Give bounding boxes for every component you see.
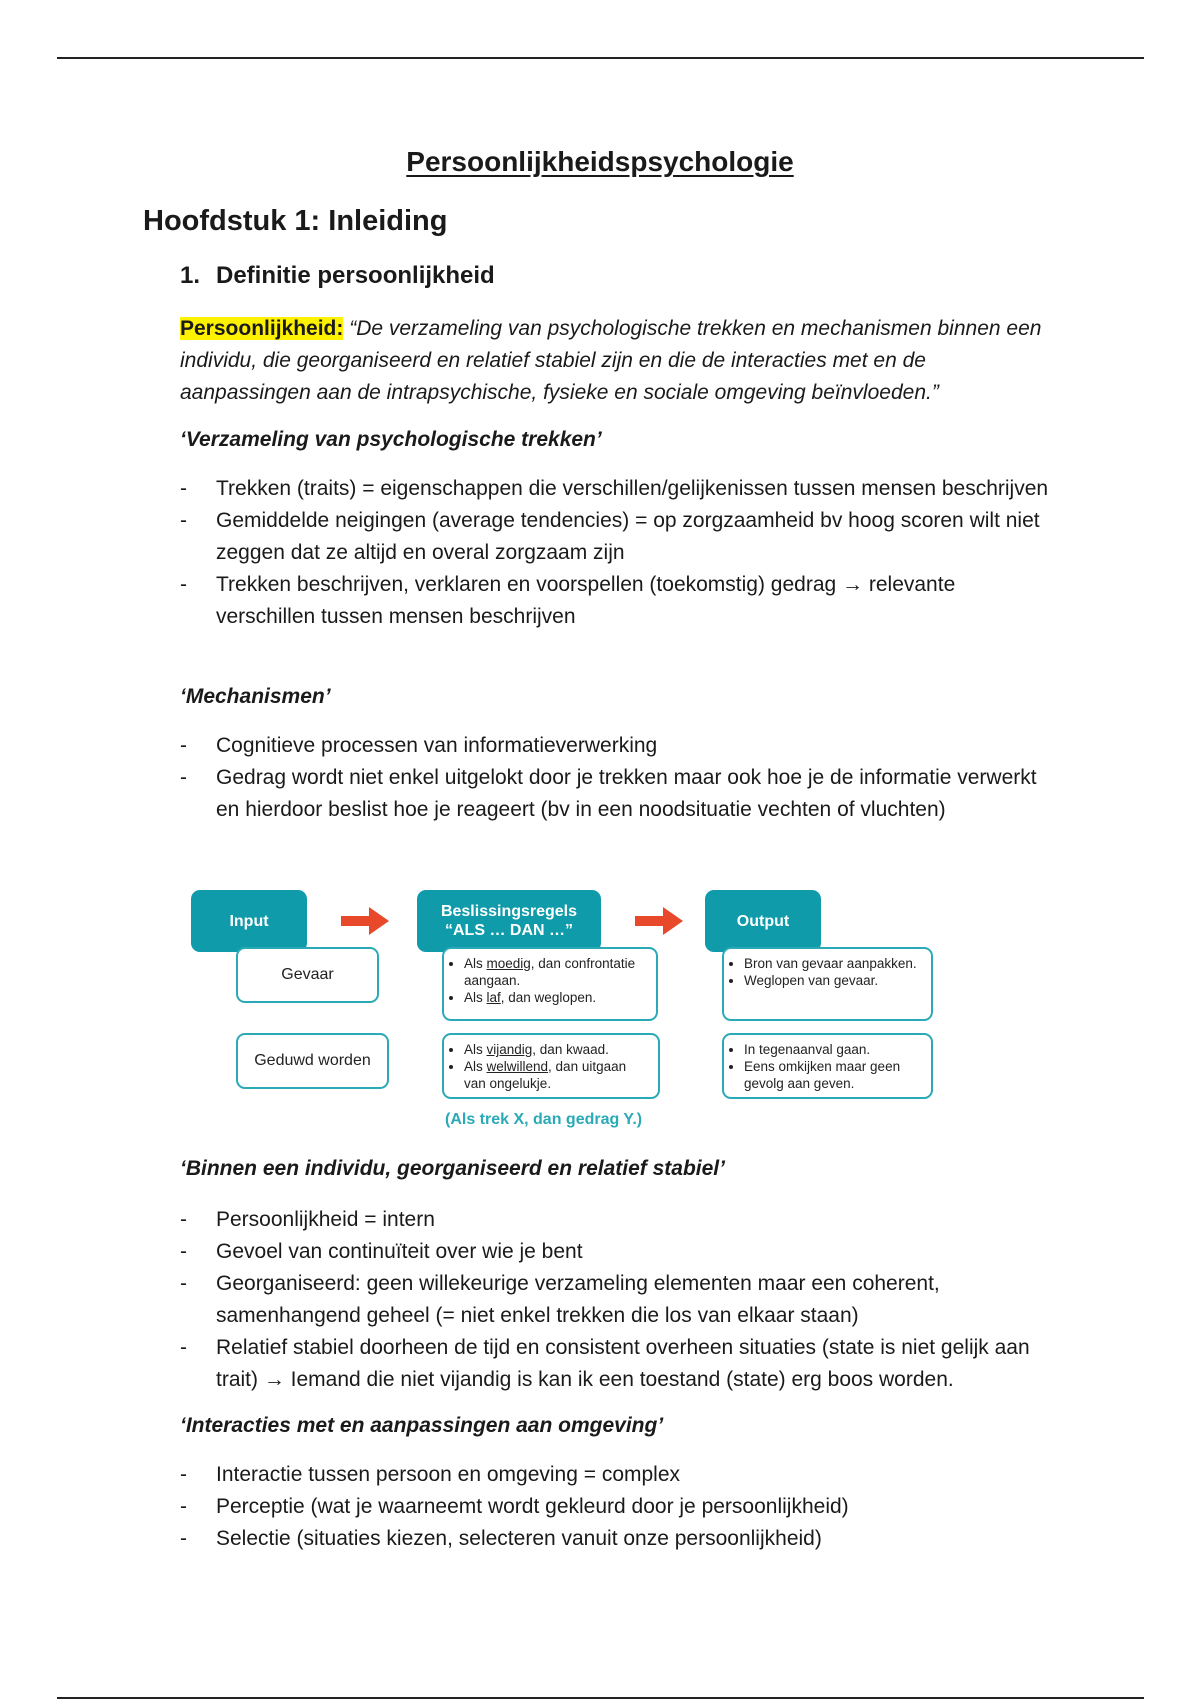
output-box-2 [722,1033,933,1099]
rules-header-line-1: Beslissingsregels [440,903,578,920]
output-item: • Weglopen van gevaar. [744,972,923,989]
rule-item: • Als welwillend, dan uitgaan van ongelukje. [464,1058,650,1092]
header-rule [57,57,1144,59]
rule-box-1 [442,947,658,1021]
output-box-1 [722,947,933,1021]
arrow-icon [635,907,685,935]
list-item: - Georganiseerd: geen willekeurige verzameling elementen maar een coherent, samenhangend geheel (= niet enkel trekken die los van elkaar staan) [180,1268,1060,1332]
rule-item: • Als moedig, dan confrontatie aangaan. [464,955,648,989]
list-item: - Relatief stabiel doorheen de tijd en consistent overheen situaties (state is niet gelijk aan trait) → Iemand die niet vijandig is kan ik een toestand (state) erg boos worden. [180,1332,1060,1396]
list-item: - Selectie (situaties kiezen, selecteren vanuit onze persoonlijkheid) [180,1523,1060,1555]
section-heading [180,262,495,290]
list-item: - Perceptie (wat je waarneemt wordt gekleurd door je persoonlijkheid) [180,1491,1060,1523]
list-omgeving [180,1459,1060,1555]
input-header: Input [191,890,307,952]
decision-rules-diagram [185,885,945,1135]
output-item: • Eens omkijken maar geen gevolg aan geven. [744,1058,923,1092]
list-item: - Gevoel van continuïteit over wie je bent [180,1236,1060,1268]
section-number: 1. [180,262,201,289]
input-box-geduwd: Geduwd worden [236,1033,389,1089]
output-header: Output [705,890,821,952]
chapter-heading: Hoofdstuk 1: Inleiding [143,205,448,237]
list-stabiel [180,1204,1060,1396]
list-mechanismen [180,730,1060,826]
list-item: - Persoonlijkheid = intern [180,1204,1060,1236]
subheading-trekken: ‘Verzameling van psychologische trekken’ [180,428,602,451]
list-item: - Gemiddelde neigingen (average tendencies) = op zorgzaamheid bv hoog scoren wilt niet zeggen dat ze altijd en overal zorgzaam zijn [180,505,1060,569]
list-item: - Cognitieve processen van informatieverwerking [180,730,1060,762]
section-title: Definitie persoonlijkheid [216,262,495,289]
rules-header [417,890,601,952]
input-box-gevaar: Gevaar [236,947,379,1003]
list-item: - Trekken beschrijven, verklaren en voorspellen (toekomstig) gedrag → relevante verschillen tussen mensen beschrijven [180,569,1060,633]
subheading-mechanismen: ‘Mechanismen’ [180,685,331,708]
output-item: • Bron van gevaar aanpakken. [744,955,923,972]
rules-header-line-2: “ALS … DAN …” [445,922,573,939]
list-item: - Gedrag wordt niet enkel uitgelokt door je trekken maar ook hoe je de informatie verwerkt en hierdoor beslist hoe je reageert (bv in een noodsituatie vechten of vluchten) [180,762,1060,826]
definition-paragraph [180,313,1050,409]
list-item: - Interactie tussen persoon en omgeving = complex [180,1459,1060,1491]
rule-box-2 [442,1033,660,1099]
document-title: Persoonlijkheidspsychologie [406,146,794,177]
list-item: - Trekken (traits) = eigenschappen die verschillen/gelijkenissen tussen mensen beschrijven [180,473,1060,505]
definition-term: Persoonlijkheid: [180,317,344,340]
arrow-icon [341,907,391,935]
output-item: • In tegenaanval gaan. [744,1041,923,1058]
diagram-caption: (Als trek X, dan gedrag Y.) [445,1111,643,1128]
subheading-stabiel: ‘Binnen een individu, georganiseerd en relatief stabiel’ [180,1157,725,1180]
subheading-omgeving: ‘Interacties met en aanpassingen aan omgeving’ [180,1414,664,1437]
rule-item: • Als laf, dan weglopen. [464,989,648,1006]
list-trekken [180,473,1060,633]
footer-rule [57,1697,1144,1699]
definition-text: “De verzameling van psychologische trekken en mechanismen binnen een individu, die georganiseerd en relatief stabiel zijn en die de interacties met en de aanpassingen aan de intrapsychische, fysieke en sociale omgeving beïnvloeden.” [180,317,1042,404]
rule-item: • Als vijandig, dan kwaad. [464,1041,650,1058]
